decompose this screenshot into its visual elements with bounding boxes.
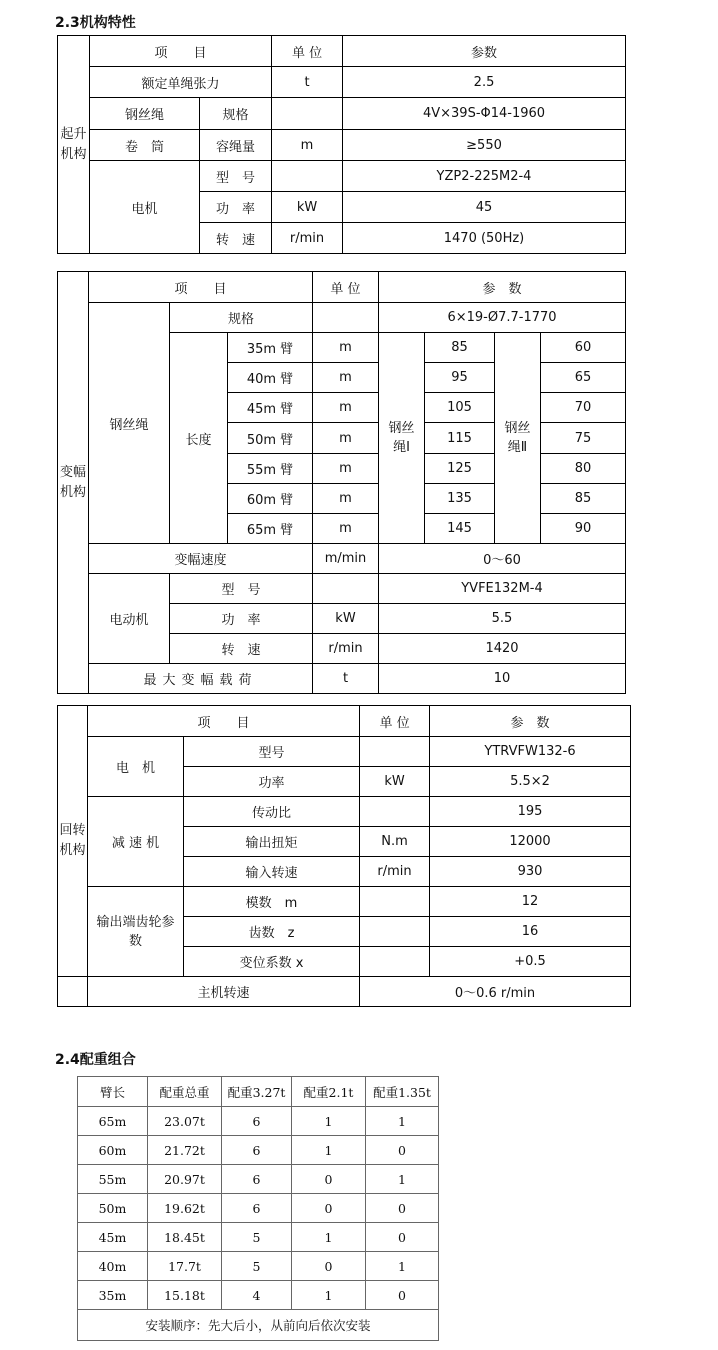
spec-unit — [272, 98, 343, 130]
input-speed-label: 输入转速 — [184, 857, 360, 887]
cw-cell: 23.07t — [148, 1107, 222, 1136]
cw-cell: 1 — [292, 1281, 366, 1310]
luffing-speed-unit: m/min — [313, 544, 379, 574]
shift-coef-label: 变位系数 x — [184, 947, 360, 977]
torque-value: 12000 — [430, 827, 631, 857]
slewing-table — [57, 705, 631, 1007]
slewing-section-label: 回转机构 — [58, 706, 88, 977]
teeth-label: 齿数 z — [184, 917, 360, 947]
ratio-label: 传动比 — [184, 797, 360, 827]
header-param: 参 数 — [379, 272, 626, 303]
torque-unit: N.m — [360, 827, 430, 857]
speed-unit: r/min — [272, 223, 343, 254]
header-item: 项 目 — [88, 706, 360, 737]
hoist-section-label: 起升机构 — [58, 36, 90, 254]
cw-cell: 19.62t — [148, 1194, 222, 1223]
cw-cell: 5 — [222, 1223, 292, 1252]
luffing-section-label: 变幅机构 — [58, 272, 89, 694]
rated-tension-label: 额定单绳张力 — [90, 67, 272, 98]
cw-cell: 1 — [366, 1252, 439, 1281]
luffing-table — [57, 271, 626, 694]
cw-cell: 45m — [78, 1223, 148, 1252]
install-order-note: 安装顺序：先大后小，从前向后依次安装 — [78, 1310, 439, 1341]
cw-header: 配重2.1t — [292, 1077, 366, 1107]
hoist-table — [57, 35, 626, 254]
speed-value: 1470 (50Hz) — [343, 223, 626, 254]
ratio-unit — [360, 797, 430, 827]
power-unit: kW — [360, 767, 430, 797]
model-value: YZP2-225M2-4 — [343, 161, 626, 192]
arm-unit: m — [313, 363, 379, 393]
blank-cell — [58, 977, 88, 1007]
rope-1-length: 135 — [425, 484, 495, 514]
spec-value: 4V×39S-Φ14-1960 — [343, 98, 626, 130]
cw-cell: 0 — [292, 1194, 366, 1223]
model-label: 型 号 — [200, 161, 272, 192]
arm-unit: m — [313, 514, 379, 544]
main-speed-label: 主机转速 — [88, 977, 360, 1007]
cw-cell: 0 — [366, 1223, 439, 1252]
cw-cell: 35m — [78, 1281, 148, 1310]
rope-1-length: 85 — [425, 333, 495, 363]
cw-cell: 1 — [366, 1165, 439, 1194]
speed-label: 转 速 — [170, 634, 313, 664]
cw-cell: 1 — [292, 1136, 366, 1165]
power-unit: kW — [272, 192, 343, 223]
rope-1-length: 95 — [425, 363, 495, 393]
reducer-label: 减 速 机 — [88, 797, 184, 887]
header-unit: 单 位 — [272, 36, 343, 67]
rope-2-length: 65 — [541, 363, 626, 393]
rope-2-length: 75 — [541, 423, 626, 454]
arm-label: 55m 臂 — [228, 454, 313, 484]
cw-cell: 18.45t — [148, 1223, 222, 1252]
cw-cell: 21.72t — [148, 1136, 222, 1165]
model-unit — [272, 161, 343, 192]
power-value: 45 — [343, 192, 626, 223]
capacity-unit: m — [272, 130, 343, 161]
max-luffing-load-value: 10 — [379, 664, 626, 694]
motor-label: 电动机 — [89, 574, 170, 664]
module-unit — [360, 887, 430, 917]
cw-cell: 0 — [292, 1165, 366, 1194]
model-value: YVFE132M-4 — [379, 574, 626, 604]
max-luffing-load-label: 最大变幅载荷 — [89, 664, 313, 694]
rope-1-length: 105 — [425, 393, 495, 423]
capacity-value: ≥550 — [343, 130, 626, 161]
cw-cell: 20.97t — [148, 1165, 222, 1194]
cw-cell: 1 — [292, 1223, 366, 1252]
power-label: 功 率 — [200, 192, 272, 223]
spec-label: 规格 — [200, 98, 272, 130]
shift-coef-unit — [360, 947, 430, 977]
cw-header: 配重总重 — [148, 1077, 222, 1107]
model-unit — [313, 574, 379, 604]
cw-cell: 6 — [222, 1194, 292, 1223]
model-label: 型号 — [184, 737, 360, 767]
model-label: 型 号 — [170, 574, 313, 604]
rope-2-length: 85 — [541, 484, 626, 514]
spec-value: 6×19-Ø7.7-1770 — [379, 303, 626, 333]
spec-unit — [313, 303, 379, 333]
arm-unit: m — [313, 393, 379, 423]
counterweight-table — [77, 1076, 439, 1341]
header-unit: 单 位 — [360, 706, 430, 737]
ratio-value: 195 — [430, 797, 631, 827]
arm-unit: m — [313, 333, 379, 363]
cw-cell: 60m — [78, 1136, 148, 1165]
cw-cell: 0 — [292, 1252, 366, 1281]
rope-label: 钢丝绳 — [90, 98, 200, 130]
arm-label: 65m 臂 — [228, 514, 313, 544]
model-unit — [360, 737, 430, 767]
cw-header: 臂长 — [78, 1077, 148, 1107]
arm-label: 40m 臂 — [228, 363, 313, 393]
section-title-2-4: 2.4配重组合 — [55, 1052, 136, 1068]
cw-cell: 0 — [366, 1136, 439, 1165]
section-title-2-3: 2.3机构特性 — [55, 15, 136, 31]
speed-unit: r/min — [313, 634, 379, 664]
cw-cell: 55m — [78, 1165, 148, 1194]
rope-1-length: 125 — [425, 454, 495, 484]
input-speed-unit: r/min — [360, 857, 430, 887]
cw-cell: 5 — [222, 1252, 292, 1281]
spec-label: 规格 — [170, 303, 313, 333]
luffing-speed-label: 变幅速度 — [89, 544, 313, 574]
shift-coef-value: +0.5 — [430, 947, 631, 977]
output-gear-label: 输出端齿轮参数 — [88, 887, 184, 977]
rated-tension-value: 2.5 — [343, 67, 626, 98]
header-item: 项 目 — [90, 36, 272, 67]
torque-label: 输出扭矩 — [184, 827, 360, 857]
power-label: 功 率 — [170, 604, 313, 634]
cw-cell: 65m — [78, 1107, 148, 1136]
arm-label: 50m 臂 — [228, 423, 313, 454]
max-luffing-load-unit: t — [313, 664, 379, 694]
arm-label: 60m 臂 — [228, 484, 313, 514]
cw-cell: 6 — [222, 1107, 292, 1136]
motor-label: 电 机 — [88, 737, 184, 797]
rope-label: 钢丝绳 — [89, 303, 170, 544]
cw-cell: 15.18t — [148, 1281, 222, 1310]
cw-cell: 4 — [222, 1281, 292, 1310]
cw-cell: 17.7t — [148, 1252, 222, 1281]
cw-cell: 0 — [366, 1281, 439, 1310]
speed-value: 1420 — [379, 634, 626, 664]
power-label: 功率 — [184, 767, 360, 797]
rope-1-length: 145 — [425, 514, 495, 544]
length-label: 长度 — [170, 333, 228, 544]
model-value: YTRVFW132-6 — [430, 737, 631, 767]
cw-cell: 0 — [366, 1194, 439, 1223]
rope-1-label: 钢丝绳Ⅰ — [379, 333, 425, 544]
arm-unit: m — [313, 423, 379, 454]
module-label: 模数 m — [184, 887, 360, 917]
rope-2-length: 90 — [541, 514, 626, 544]
power-value: 5.5 — [379, 604, 626, 634]
cw-cell: 50m — [78, 1194, 148, 1223]
cw-cell: 40m — [78, 1252, 148, 1281]
header-item: 项 目 — [89, 272, 313, 303]
cw-cell: 6 — [222, 1136, 292, 1165]
arm-unit: m — [313, 454, 379, 484]
module-value: 12 — [430, 887, 631, 917]
header-unit: 单 位 — [313, 272, 379, 303]
cw-cell: 1 — [292, 1107, 366, 1136]
power-value: 5.5×2 — [430, 767, 631, 797]
teeth-value: 16 — [430, 917, 631, 947]
teeth-unit — [360, 917, 430, 947]
rated-tension-unit: t — [272, 67, 343, 98]
power-unit: kW — [313, 604, 379, 634]
motor-label: 电机 — [90, 161, 200, 254]
header-param: 参数 — [343, 36, 626, 67]
capacity-label: 容绳量 — [200, 130, 272, 161]
rope-2-length: 60 — [541, 333, 626, 363]
drum-label: 卷 筒 — [90, 130, 200, 161]
arm-label: 35m 臂 — [228, 333, 313, 363]
rope-2-label: 钢丝绳Ⅱ — [495, 333, 541, 544]
luffing-speed-value: 0～60 — [379, 544, 626, 574]
cw-header: 配重1.35t — [366, 1077, 439, 1107]
cw-cell: 6 — [222, 1165, 292, 1194]
main-speed-value: 0～0.6 r/min — [360, 977, 631, 1007]
cw-header: 配重3.27t — [222, 1077, 292, 1107]
cw-cell: 1 — [366, 1107, 439, 1136]
rope-1-length: 115 — [425, 423, 495, 454]
arm-unit: m — [313, 484, 379, 514]
rope-2-length: 70 — [541, 393, 626, 423]
arm-label: 45m 臂 — [228, 393, 313, 423]
input-speed-value: 930 — [430, 857, 631, 887]
rope-2-length: 80 — [541, 454, 626, 484]
header-param: 参 数 — [430, 706, 631, 737]
speed-label: 转 速 — [200, 223, 272, 254]
